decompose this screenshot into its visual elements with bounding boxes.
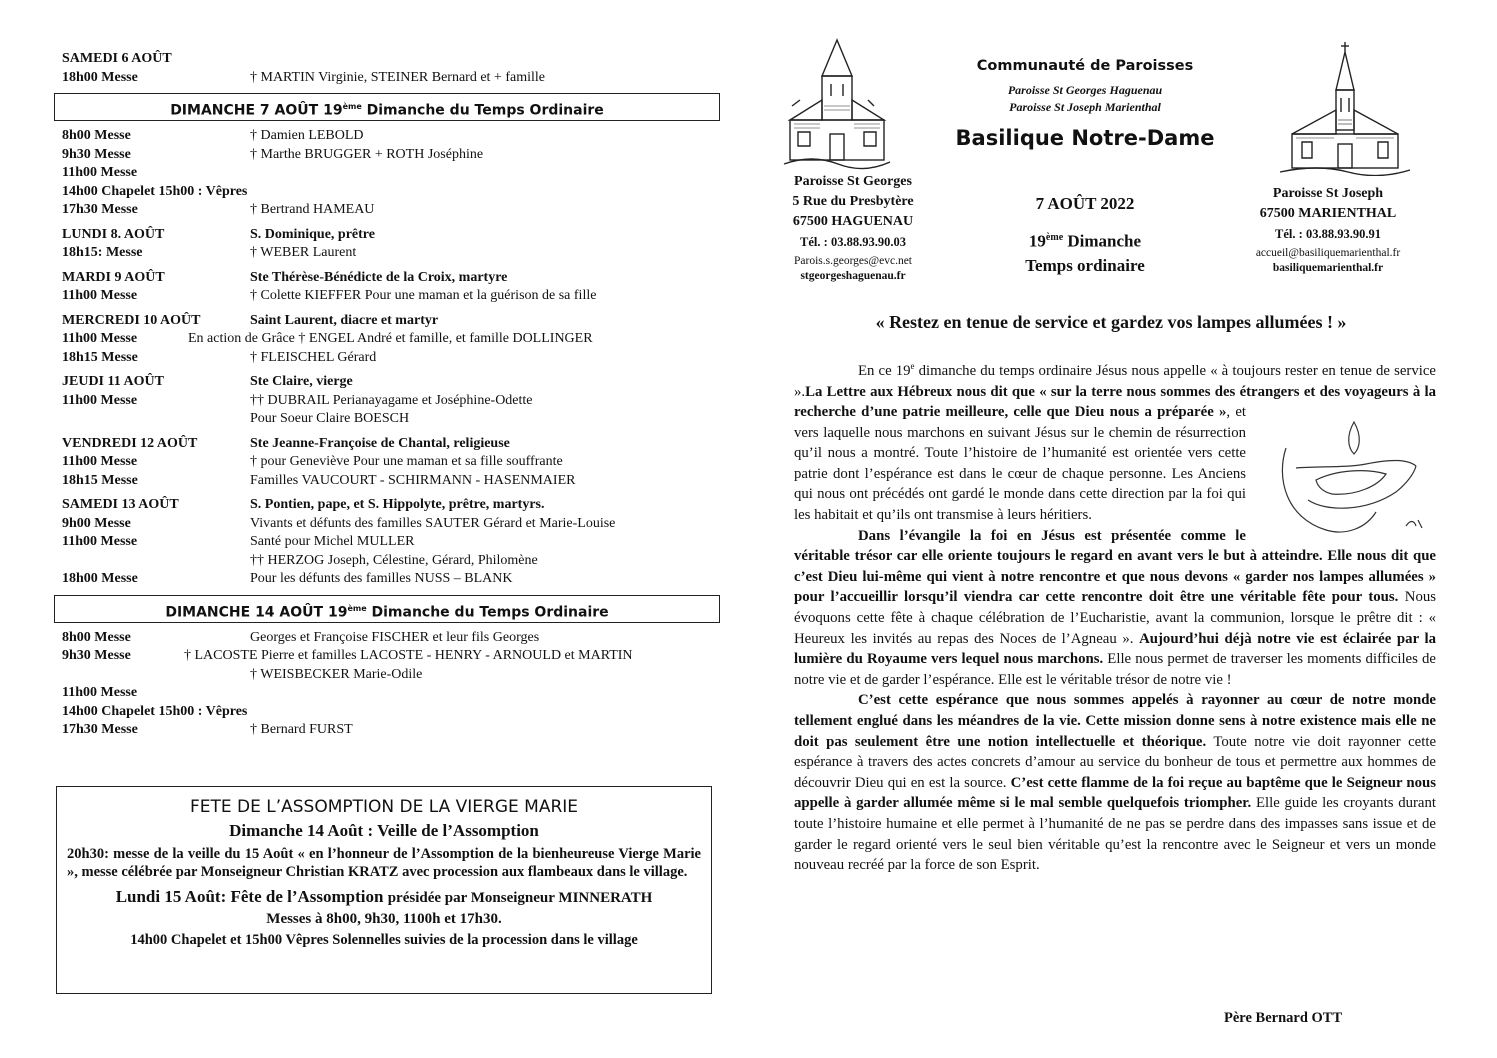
mass-time: 14h00 Chapelet 15h00 : Vêpres [62, 183, 248, 199]
homily-paragraph-1 [794, 356, 1436, 526]
parish-left-info [768, 172, 938, 284]
day-title: VENDREDI 12 AOÛT [62, 435, 198, 451]
mass-intention: Pour les défunts des familles NUSS – BLANK [250, 571, 513, 586]
mass-time [62, 410, 250, 429]
mass-intention: †† DUBRAIL Perianayagame et Joséphine-Odette [250, 392, 533, 408]
mass-time [62, 666, 250, 685]
mass-intention: Georges et Françoise FISCHER et leur fils Georges [250, 629, 540, 645]
mass-intention: En action de Grâce † ENGEL André et famille, et famille DOLLINGER [188, 331, 593, 346]
mass-time: 14h00 Chapelet 15h00 : Vêpres [62, 703, 248, 719]
day-title: SAMEDI 6 AOÛT [62, 51, 172, 66]
masses-line: Messes à 8h00, 9h30, 1100h et 17h30. [266, 911, 502, 927]
header-center [940, 58, 1230, 278]
feast-title: Ste Jeanne-Françoise de Chantal, religieuse [250, 435, 510, 451]
assumption-title: FETE DE L’ASSOMPTION DE LA VIERGE MARIE [189, 797, 579, 817]
feast-title: Ste Thérèse-Bénédicte de la Croix, martyre [250, 269, 508, 285]
mass-time: 18h15: Messe [62, 245, 143, 260]
mass-time: 17h30 Messe [62, 202, 138, 217]
parish-right-info [1228, 184, 1428, 276]
mass-intention: † Colette KIEFFER Pour une maman et la guérison de sa fille [250, 288, 597, 303]
text-run-bold: La Lettre aux Hébreux nous dit que « sur la terre nous sommes des étrangers et des voyageurs à la recherche d’une patrie meilleure, celle que Dieu nous a préparée » [794, 383, 1436, 421]
mass-time: 18h15 Messe [62, 349, 138, 365]
mass-intention: † Damien LEBOLD [250, 128, 364, 143]
mass-intention [247, 183, 714, 202]
parish-left-web: stgeorgeshaguenau.fr [800, 270, 906, 282]
day-title: JEUDI 11 AOÛT [62, 374, 164, 389]
day-title: MARDI 9 AOÛT [62, 269, 165, 285]
sunday-title [940, 226, 1230, 278]
mass-time: 11h00 Messe [62, 685, 138, 700]
schedule [62, 50, 714, 740]
sunday-sup: ème [1045, 232, 1064, 243]
mass-intention: † WEBER Laurent [250, 245, 357, 260]
text-run: , et vers laquelle nous marchons en suivant Jésus sur le chemin de résurrection qu’il nous a montré. Toute l’histoire de l’humanité est orientée vers cette patrie dont l’espérance est dans le cœur de chaque personne. Les Anciens qui nous ont précédés ont gardé le monde dans cette direction par la foi qui les habitait et qu’ils ont transmise à leurs héritiers. [794, 404, 1246, 524]
parish-right-email: accueil@basiliquemarienthal.fr [1255, 247, 1401, 259]
day-title: MERCREDI 10 AOÛT [62, 312, 201, 328]
mass-time: 9h00 Messe [62, 515, 131, 531]
text-run-bold: C’est cette espérance que nous sommes appelés à rayonner au cœur de notre monde tellement englué dans les méandres de la vie. Cette mission donne sens à notre existence mais elle ne doit pas seulement être une notion intellectuelle et théorique. [794, 692, 1436, 750]
text-run-bold: C’est cette flamme de la foi reçue au baptême que le Seigneur nous appelle à garder allumée même si le mal semble quelquefois triompher. [794, 774, 1436, 812]
text-run: Elle guide les croyants durant toute l’histoire humaine et elle permet à l’humanité de ne pas se perdre dans des impasses sans issue et de garder le regard orienté vers le seul bien véritable qu’est la rencontre avec le Seigneur et vers un monde nouveau recréé par la force de son Esprit. [794, 795, 1436, 874]
mass-intention: † MARTIN Virginie, STEINER Bernard et + famille [250, 69, 545, 85]
date-title: 7 AOÛT 2022 [1035, 194, 1135, 213]
mass-time: 11h00 Messe [62, 454, 138, 469]
feast-title: Lundi 15 Août: Fête de l’Assomption [115, 887, 384, 906]
parish-1: Paroisse St Georges Haguenau [1007, 83, 1163, 97]
parish-right-name: Paroisse St Joseph [1272, 186, 1384, 201]
mass-time: 11h00 Messe [62, 534, 138, 549]
day-title: LUNDI 8. AOÛT [62, 226, 165, 242]
mass-time: 11h00 Messe [62, 288, 138, 303]
mass-intention: † FLEISCHEL Gérard [250, 349, 377, 365]
parish-2: Paroisse St Joseph Marienthal [1009, 100, 1161, 114]
mass-intention: Vivants et défunts des familles SAUTER Gérard et Marie-Louise [250, 515, 616, 531]
mass-time: 18h00 Messe [62, 571, 138, 586]
vigil-title: Dimanche 14 Août : Veille de l’Assomption [229, 821, 539, 840]
text-run: Elle nous permet de traverser les moments difficiles de notre vie et de garder l’espérance. Elle est le véritable trésor de notre vie ! [794, 651, 1436, 688]
mass-time [62, 552, 250, 571]
vespers-line: 14h00 Chapelet et 15h00 Vêpres Solennelles suivies de la procession dans le village [130, 932, 638, 948]
mass-intention [250, 164, 714, 183]
homily [794, 356, 1436, 876]
sunday-word: Dimanche [1063, 231, 1142, 251]
mass-intention: Pour Soeur Claire BOESCH [250, 411, 410, 426]
lamp-hands-icon [1256, 408, 1436, 544]
parish-right-tel: Tél. : 03.88.93.90.91 [1275, 227, 1381, 241]
text-run-bold: Aujourd’hui déjà notre vie est éclairée par la lumière du Royaume vers lequel nous marchons. [794, 630, 1436, 668]
vigil-text: 20h30: messe de la veille du 15 Août « en l’honneur de l’Assomption de la bienheureuse Vierge Marie », messe célébrée par Monseigneur Christian KRATZ avec procession aux flambeaux dans le village. [67, 846, 701, 880]
sunday-box-14: DIMANCHE 14 AOÛT 19ème Dimanche du Temps Ordinaire [54, 595, 720, 623]
feast-line [67, 887, 701, 907]
day-title: SAMEDI 13 AOÛT [62, 497, 179, 512]
feast-title: Ste Claire, vierge [250, 374, 353, 389]
mass-time: 18h15 Messe [62, 472, 138, 488]
signature: Père Bernard OTT [1224, 1010, 1343, 1026]
community-title: Communauté de Paroisses [976, 58, 1194, 74]
mass-intention: †† HERZOG Joseph, Célestine, Gérard, Philomène [250, 552, 538, 568]
mass-time: 9h30 Messe [62, 146, 131, 162]
church-left-icon [782, 36, 892, 170]
mass-time: 17h30 Messe [62, 722, 138, 737]
text-run: Toute notre vie doit rayonner cette espérance à travers des actes concrets d’amour au service du bonheur de tous et permettre aux hommes de découvrir Dieu qui en est la source. [794, 733, 1437, 791]
assumption-box [56, 786, 712, 994]
ordinary-time: Temps ordinaire [1025, 255, 1145, 275]
basilica-title: Basilique Notre-Dame [955, 126, 1215, 150]
mass-intention: Santé pour Michel MULLER [250, 534, 415, 549]
homily-paragraph-2 [794, 526, 1436, 691]
feast-title: S. Pontien, pape, et S. Hippolyte, prêtre, martyrs. [250, 497, 545, 512]
text-run-bold: Dans l’évangile la foi en Jésus est présentée comme le véritable trésor car elle oriente toujours le regard en avant vers le but à atteindre. Elle nous dit que c’est Dieu lui-même qui vient à notre rencontre et que nous devons « garder nos lampes allumées » pour l’accueillir lorsqu’il viendra car cette rencontre doit être une véritable fête pour tous. [794, 527, 1436, 606]
mass-intention [247, 703, 714, 722]
mass-time: 9h30 Messe [62, 648, 131, 663]
parish-left-city: 67500 HAGUENAU [792, 214, 914, 229]
text-run: dimanche du temps ordinaire Jésus nous appelle « à toujours rester en tenue de service ». [794, 362, 1436, 400]
mass-intention: † LACOSTE Pierre et familles LACOSTE - HENRY - ARNOULD et MARTIN [184, 648, 633, 663]
feast-title: S. Dominique, prêtre [250, 226, 375, 242]
mass-time: 11h00 Messe [62, 392, 138, 408]
mass-time: 11h00 Messe [62, 331, 138, 346]
parish-left-street: 5 Rue du Presbytère [792, 194, 914, 209]
mass-intention [250, 684, 714, 703]
sunday-number: 19 [1028, 231, 1046, 251]
mass-intention: Familles VAUCOURT - SCHIRMANN - HASENMAIER [250, 472, 576, 488]
gospel-quote: « Restez en tenue de service et gardez vos lampes allumées ! » [875, 312, 1347, 332]
parish-left-email: Parois.s.georges@evc.net [793, 255, 912, 267]
parish-left-name: Paroisse St Georges [794, 174, 912, 189]
mass-intention: † Marthe BRUGGER + ROTH Joséphine [250, 146, 484, 162]
feast-title: Saint Laurent, diacre et martyr [250, 312, 439, 328]
text-run: Nous évoquons cette fête à chaque célébration de l’Eucharistie, avant la communion, lorsque le prêtre dit : « Heureux les invités au repas des Noces de l’Agneau ». [794, 589, 1436, 647]
parish-right-city: 67500 MARIENTHAL [1259, 206, 1397, 221]
mass-intention: † Bertrand HAMEAU [250, 202, 375, 217]
mass-intention: † WEISBECKER Marie-Odile [250, 666, 423, 682]
mass-time: 18h00 Messe [62, 69, 138, 85]
text-run: En ce 19 [858, 362, 911, 379]
text-run: e [910, 361, 915, 371]
sunday-box-7: DIMANCHE 7 AOÛT 19ème Dimanche du Temps Ordinaire [54, 93, 720, 121]
mass-time: 8h00 Messe [62, 629, 131, 645]
parish-left-tel: Tél. : 03.88.93.90.03 [800, 235, 906, 249]
mass-intention: † Bernard FURST [250, 722, 353, 737]
church-right-icon [1278, 40, 1412, 176]
homily-paragraph-3 [794, 690, 1436, 875]
feast-presider: présidée par Monseigneur MINNERATH [387, 890, 653, 906]
mass-intention: † pour Geneviève Pour une maman et sa fille souffrante [250, 454, 563, 469]
mass-time: 8h00 Messe [62, 128, 131, 143]
parish-right-web: basiliquemarienthal.fr [1272, 262, 1384, 274]
mass-time: 11h00 Messe [62, 165, 138, 180]
